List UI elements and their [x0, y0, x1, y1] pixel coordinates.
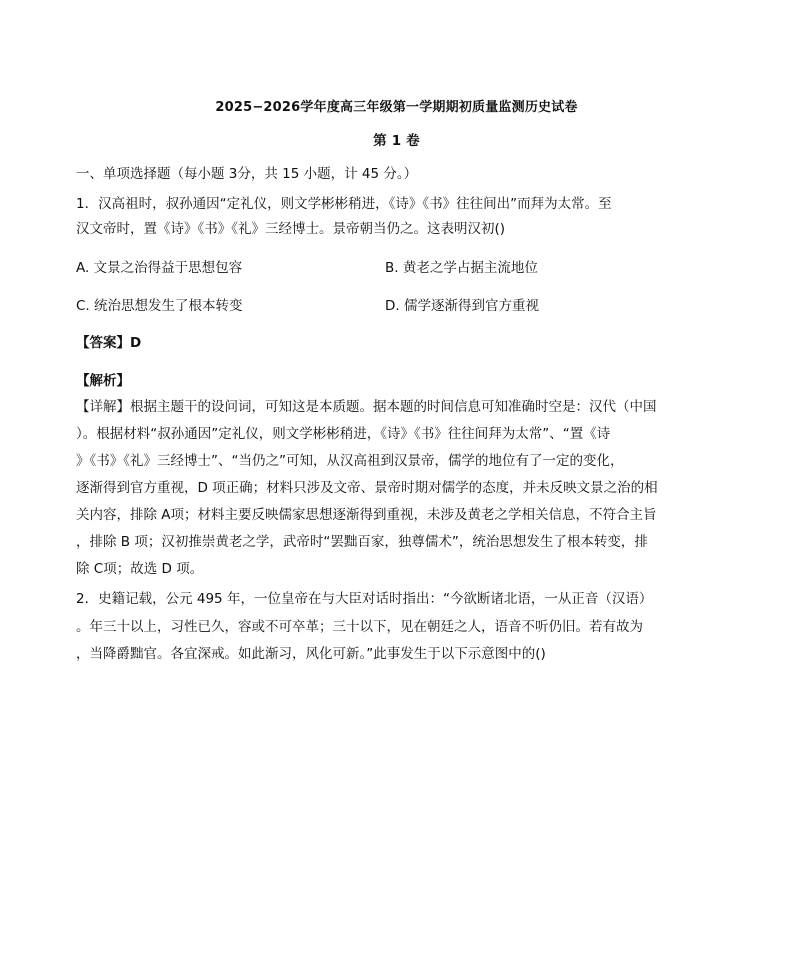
q1-analysis-line: 逐渐得到官方重视，D 项正确；材料只涉及文帝、景帝时期对儒学的态度，并未反映文景之治的相	[76, 480, 658, 496]
q1-option-a: A. 文景之治得益于思想包容	[76, 260, 243, 276]
q2-stem-line: 。年三十以上，习性已久，容或不可卒革；三十以下，见在朝廷之人，语音不听仍旧。若有故为	[76, 619, 643, 635]
q1-analysis-line: ，排除 B 项；汉初推崇黄老之学，武帝时“罢黜百家，独尊儒术”，统治思想发生了根本转变，排	[76, 534, 648, 550]
q1-option-c: C. 统治思想发生了根本转变	[76, 298, 243, 314]
q1-stem-line-2: 汉文帝时，置《诗》《书》《礼》三经博士。景帝朝当仍之。这表明汉初()	[76, 221, 506, 237]
q1-analysis-line: ）。根据材料“叔孙通因”定礼仪，则文学彬彬稍进，《诗》《书》往往间拜为太常”、“置《诗	[76, 426, 611, 442]
q1-analysis-line: 除 C项；故选 D 项。	[76, 561, 204, 577]
q1-analysis-line: 【详解】根据主题干的设问词，可知这是本质题。据本题的时间信息可知准确时空是：汉代（中国	[76, 399, 657, 415]
q1-analysis-line: 关内容，排除 A项；材料主要反映儒家思想逐渐得到重视，未涉及黄老之学相关信息，不符合主旨	[76, 507, 657, 523]
q1-option-d: D. 儒学逐渐得到官方重视	[385, 298, 539, 314]
q1-option-b: B. 黄老之学占据主流地位	[385, 260, 538, 276]
q2-stem-line: 2．史籍记载，公元 495 年，一位皇帝在与大臣对话时指出：“今欲断诸北语，一从正音（汉语）	[76, 591, 653, 607]
section-heading: 一、单项选择题（每小题 3分，共 15 小题，计 45 分。）	[76, 166, 418, 182]
q1-analysis-label: 【解析】	[76, 373, 130, 389]
volume-label: 第 1 卷	[373, 133, 420, 149]
document-title: 2025−2026学年度高三年级第一学期期初质量监测历史试卷	[215, 100, 578, 115]
q1-answer: 【答案】D	[76, 335, 142, 351]
q1-stem-line-1: 1．汉高祖时，叔孙通因“定礼仪，则文学彬彬稍进，《诗》《书》往往间出”而拜为太常。至	[76, 196, 612, 212]
q1-analysis-line: 》《书》《礼》三经博士”、“当仍之”可知，从汉高祖到汉景帝，儒学的地位有了一定的变化，	[76, 453, 624, 469]
q2-stem-line: ，当降爵黜官。各宜深戒。如此渐习，风化可新。”此事发生于以下示意图中的()	[76, 646, 546, 662]
